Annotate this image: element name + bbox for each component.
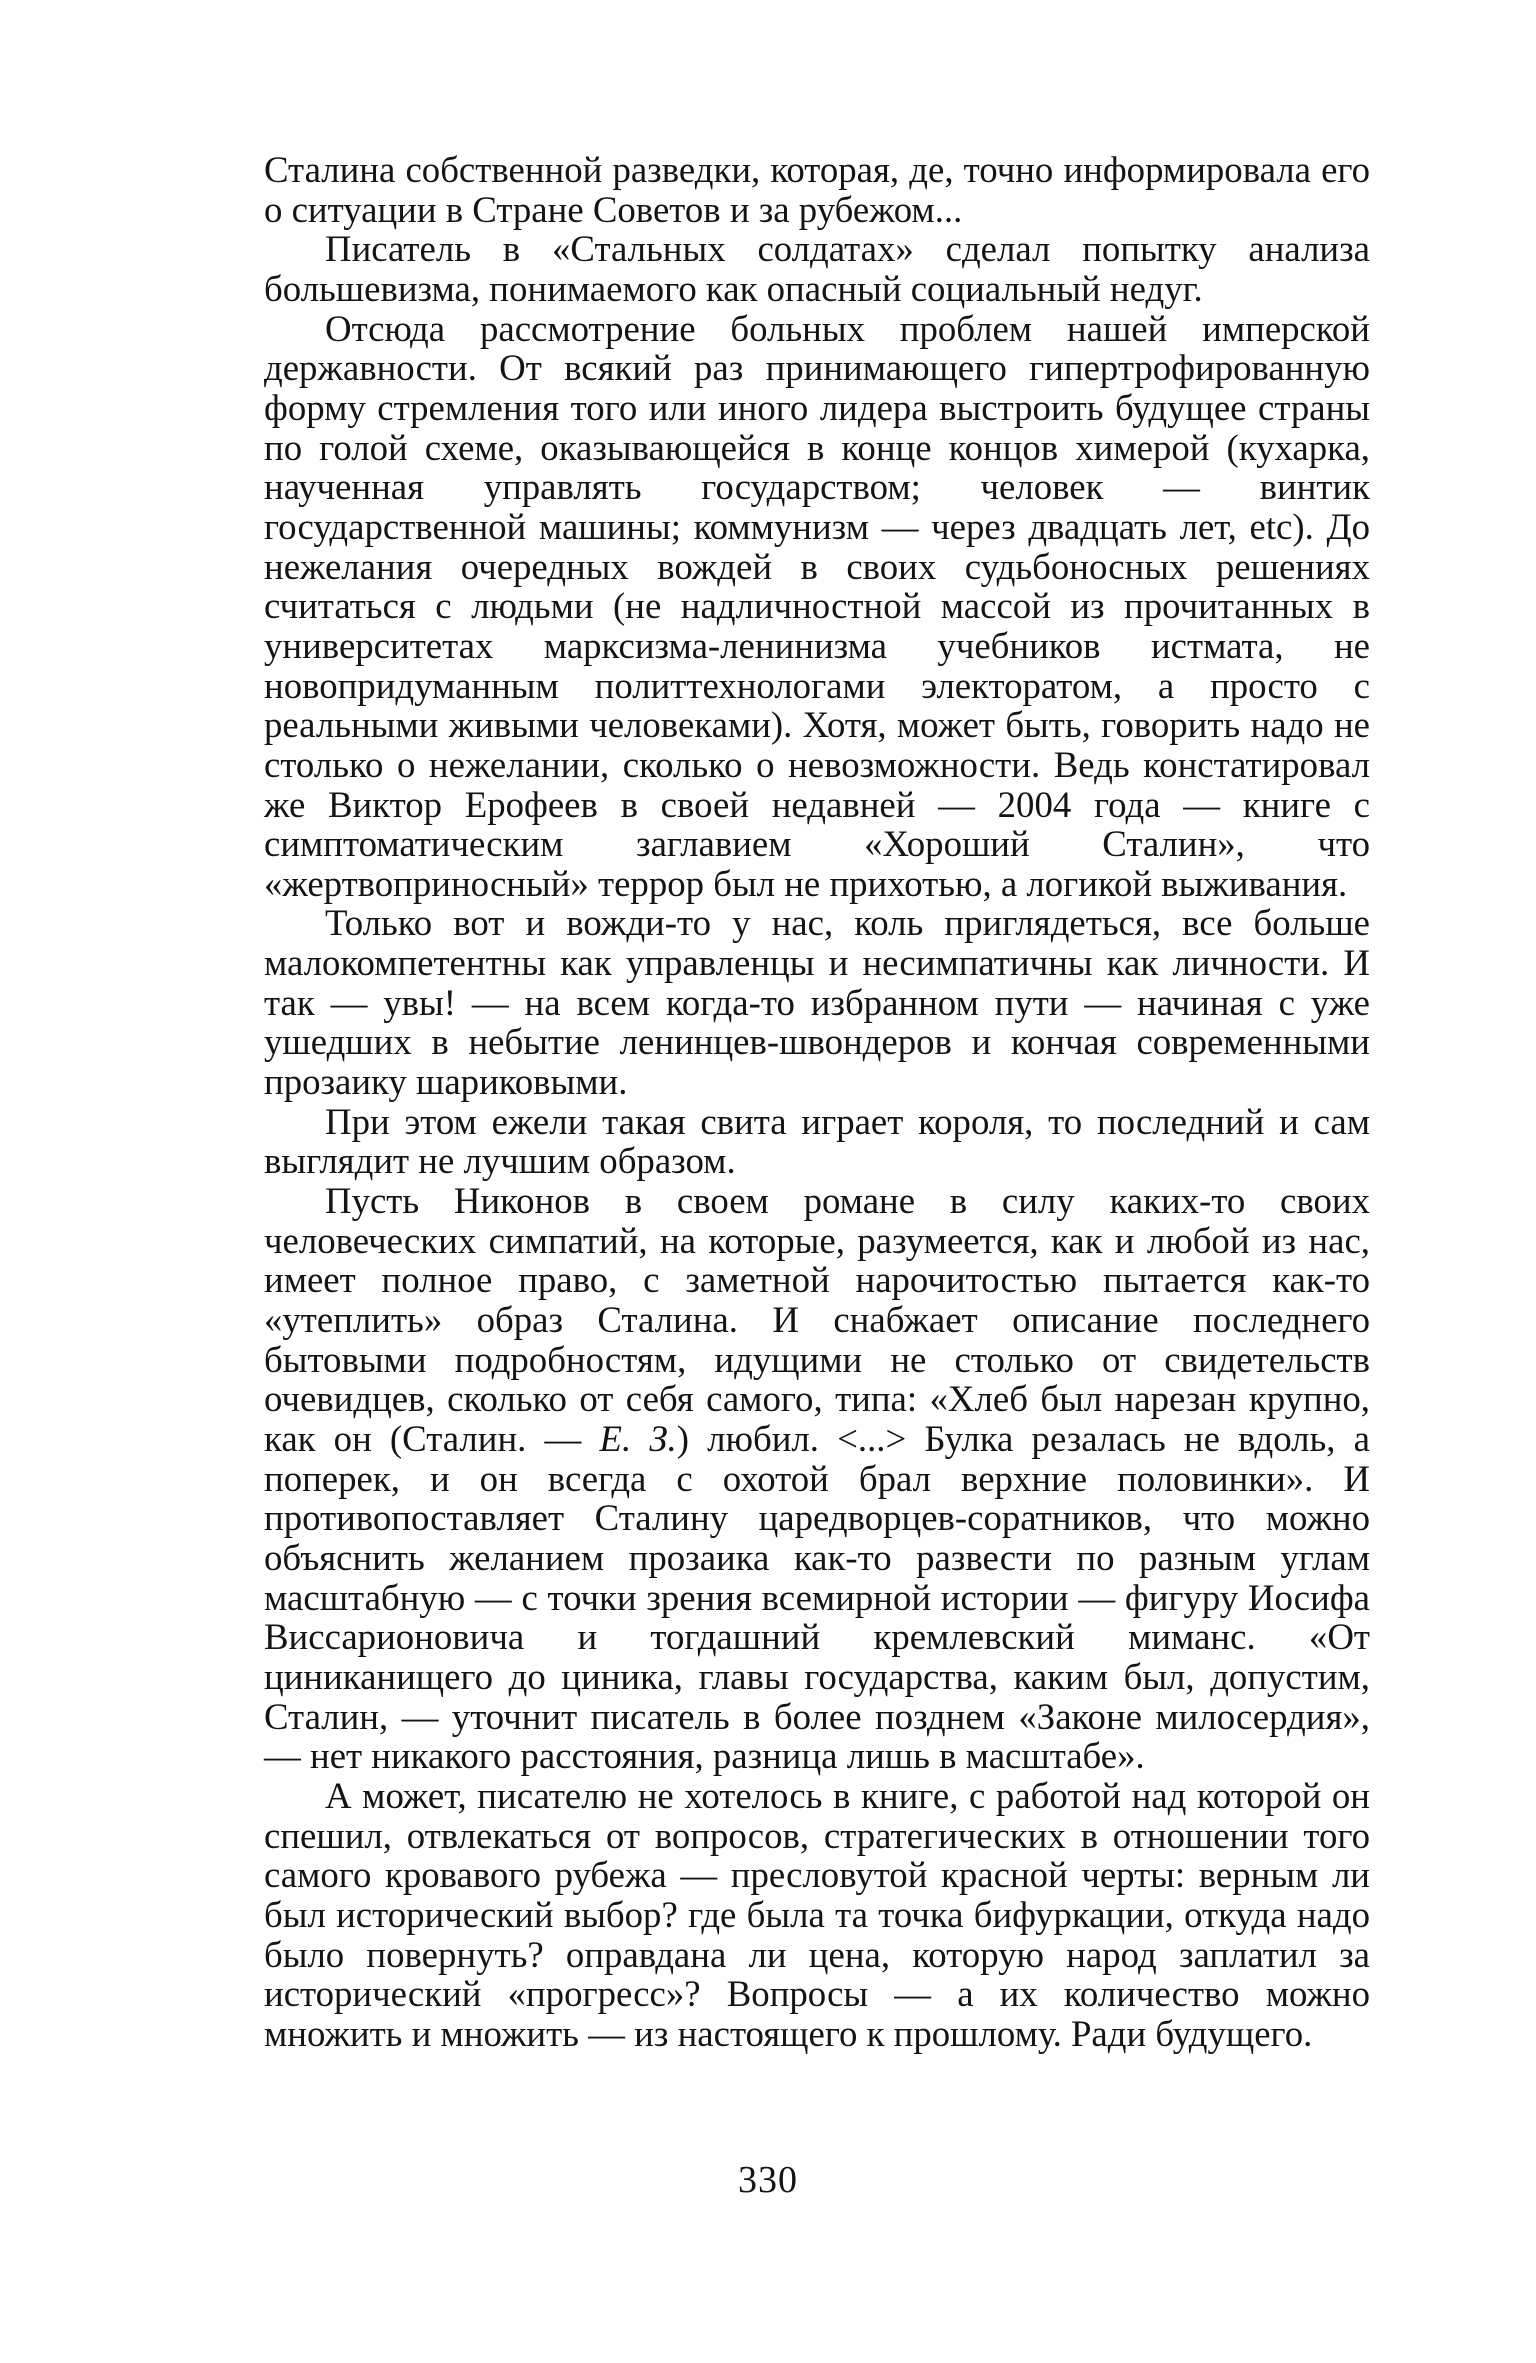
paragraph: При этом ежели такая свита играет короля, то последний и сам выглядит не лучшим образом. xyxy=(264,1100,1370,1182)
paragraph-with-citation xyxy=(264,1181,1370,1776)
paragraph-text: Пусть Никонов в своем романе в силу каких-то своих человеческих симпатий, на которые, разумеется, как и любой из нас, имеет полное право, с заметной нарочитостью пытается как-то «утеплить» образ Сталина. И снабжает описание последнего бытовыми подробностям, идущими не столько от свидетельств очевидцев, сколько от себя самого, типа: «Хлеб был нарезан крупно, как он (Сталин. — xyxy=(264,1180,1370,1459)
paragraph: Только вот и вожди-то у нас, коль приглядеться, все больше малокомпетентны как управленцы и несимпатичны как личности. И так — увы! — на всем когда-то избранном пути — начиная с уже ушедших в небытие ленинцев-швондеров и кончая современными прозаику шариковыми. xyxy=(264,902,1370,1103)
page-body xyxy=(264,150,1370,2054)
paragraph: Сталина собственной разведки, которая, де, точно информировала его о ситуации в Стране Советов и за рубежом... xyxy=(264,149,1370,230)
paragraph-text: ) любил. <...> Булка резалась не вдоль, а поперек, и он всегда с охотой брал верхние половинки». И противопоставляет Сталину царедворцев-соратников, что можно объяснить желанием прозаика как-то развести по разным углам масштабную — с точки зрения всемирной истории — фигуру Иосифа Виссарионовича и тогдашний кремлевский миманс. «От циниканищего до циника, главы государства, каким был, допустим, Сталин, — уточнит писатель в более позднем «Законе милосердия», — нет никакого расстояния, разница лишь в масштабе». xyxy=(264,1418,1370,1777)
author-initials: Е. З. xyxy=(599,1418,677,1459)
paragraph: А может, писателю не хотелось в книге, с работой над которой он спешил, отвлекаться от вопросов, стратегических в отношении того самого кровавого рубежа — пресловутой красной черты: верным ли был исторический выбор? где была та точка бифуркации, откуда надо было повернуть? оправдана ли цена, которую народ заплатил за исторический «прогресс»? Вопросы — а их количество можно множить и множить — из настоящего к прошлому. Ради будущего. xyxy=(264,1774,1370,2054)
paragraph: Отсюда рассмотрение больных проблем нашей имперской державности. От всякий раз принимающего гипертрофированную форму стремления того или иного лидера выстроить будущее страны по голой схеме, оказывающейся в конце концов химерой (кухарка, наученная управлять государством; человек — винтик государственной машины; коммунизм — через двадцать лет, etc). До нежелания очередных вождей в своих судьбоносных решениях считаться с людьми (не надличностной массой из прочитанных в университетах марксизма-ленинизма учебников истмата, не новопридуманным политтехнологами электоратом, а просто с реальными живыми человеками). Хотя, может быть, говорить надо не столько о нежелании, сколько о невозможности. Ведь констатировал же Виктор Ерофеев в своей недавней — 2004 года — книге с симптоматическим заглавием «Хороший Сталин», что «жертвоприносный» террор был не прихотью, а логикой выживания. xyxy=(264,307,1370,904)
page-number: 330 xyxy=(738,2159,798,2201)
paragraph: Писатель в «Стальных солдатах» сделал попытку анализа большевизма, понимаемого как опасный социальный недуг. xyxy=(264,228,1370,309)
